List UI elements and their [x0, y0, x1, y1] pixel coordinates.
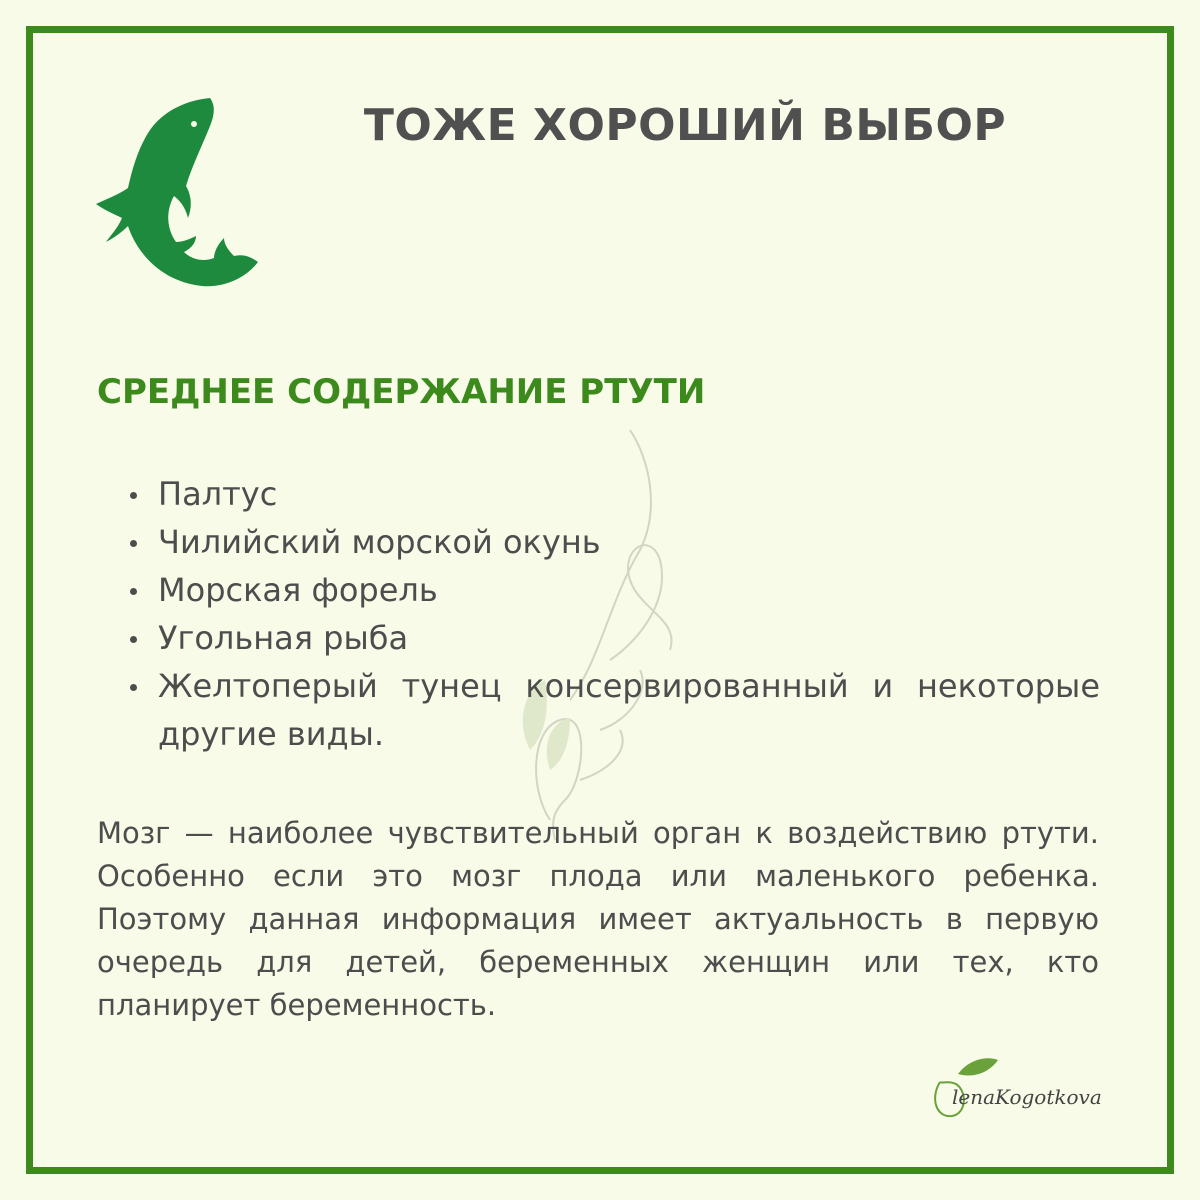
list-item: Морская форель	[128, 566, 1100, 614]
fish-icon	[92, 96, 264, 292]
page-title: ТОЖЕ ХОРОШИЙ ВЫБОР	[363, 100, 1007, 151]
list-item: Чилийский морской окунь	[128, 518, 1100, 566]
list-item: Палтус	[128, 470, 1100, 518]
signature-text: lenaKogotkova	[952, 1085, 1102, 1109]
section-heading: СРЕДНЕЕ СОДЕРЖАНИЕ РТУТИ	[97, 372, 706, 412]
note-paragraph: Мозг — наиболее чувствительный орган к воздействию ртути. Особенно если это мозг плода или маленького ребенка. Поэтому данная информация имеет актуальность в первую очередь для детей, беременных женщин или тех, кто планирует беременность.	[97, 816, 1099, 1022]
list-item: Угольная рыба	[128, 614, 1100, 662]
fish-list	[128, 470, 1100, 758]
signature-logo	[930, 1052, 1120, 1128]
list-item: Желтоперый тунец консервированный и некоторые другие виды.	[128, 662, 1100, 758]
